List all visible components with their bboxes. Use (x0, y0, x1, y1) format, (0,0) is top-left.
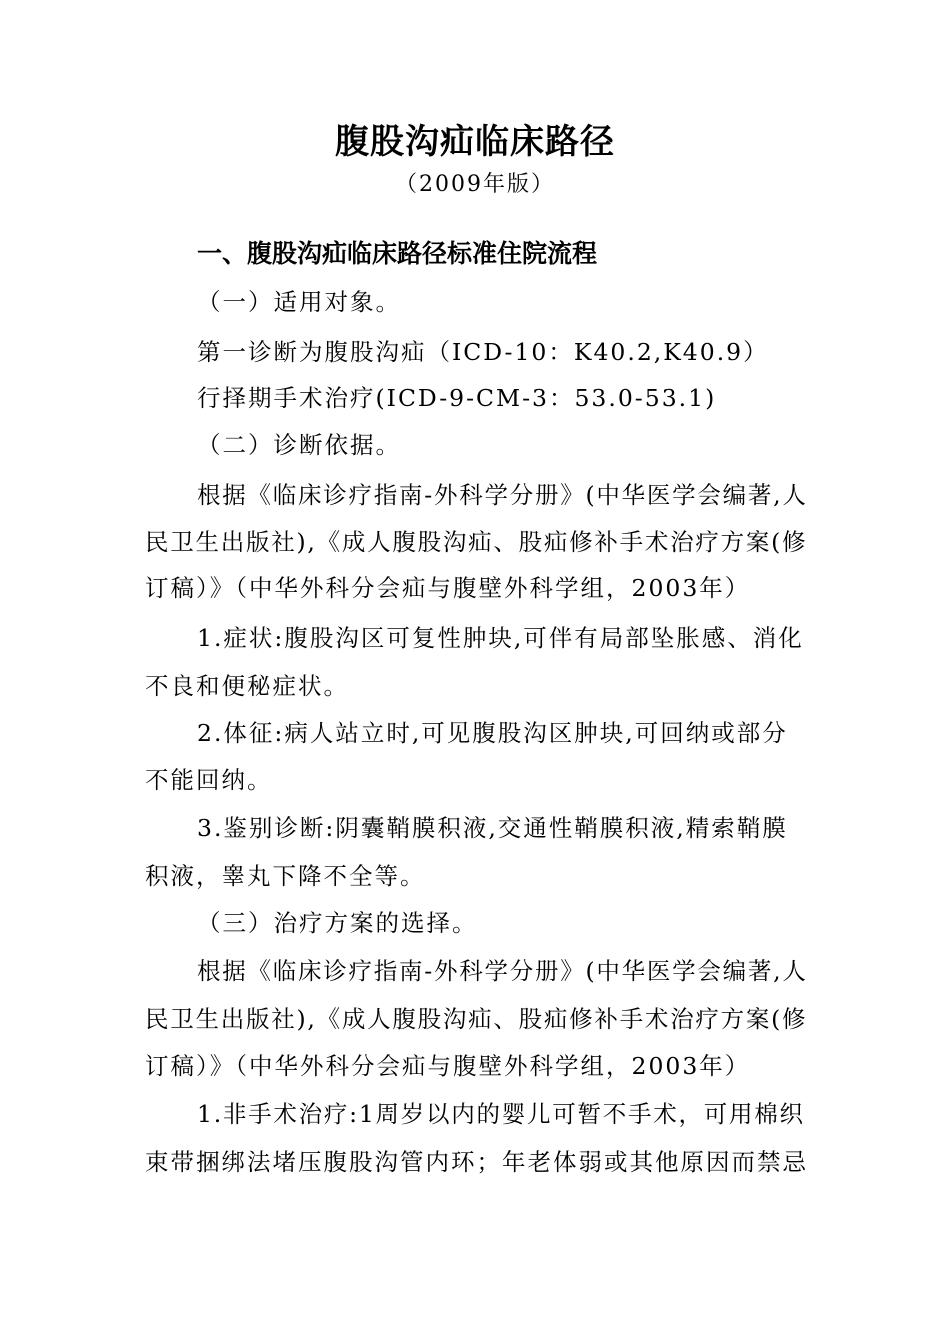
paragraph-line: 根据《临床诊疗指南-外科学分册》(中华医学会编著,人 (197, 957, 808, 985)
paragraph-line: 根据《临床诊疗指南-外科学分册》(中华医学会编著,人 (197, 481, 808, 509)
paragraph-line: 订稿）》（中华外科分会疝与腹壁外科学组，2003年） (145, 574, 751, 602)
subsection-heading: （一）适用对象。 (197, 288, 401, 316)
paragraph-line: 3.鉴别诊断:阴囊鞘膜积液,交通性鞘膜积液,精索鞘膜 (197, 814, 788, 842)
paragraph-line: 不良和便秘症状。 (145, 672, 349, 700)
paragraph-line: 1.非手术治疗:1周岁以内的婴儿可暂不手术，可用棉织 (197, 1100, 805, 1128)
paragraph-line: 第一诊断为腹股沟疝（ICD-10：K40.2,K40.9） (197, 338, 769, 366)
paragraph-line: 民卫生出版社),《成人腹股沟疝、股疝修补手术治疗方案(修 (145, 528, 808, 556)
subsection-heading: （二）诊断依据。 (197, 431, 401, 459)
paragraph-line: 不能回纳。 (145, 766, 273, 794)
paragraph-line: 1.症状:腹股沟区可复性肿块,可伴有局部坠胀感、消化 (197, 624, 804, 652)
paragraph-line: 民卫生出版社),《成人腹股沟疝、股疝修补手术治疗方案(修 (145, 1005, 808, 1033)
document-title: 腹股沟疝临床路径 (335, 122, 615, 162)
subsection-heading: （三）治疗方案的选择。 (197, 909, 478, 937)
paragraph-line: 2.体征:病人站立时,可见腹股沟区肿块,可回纳或部分 (197, 719, 788, 747)
paragraph-line: 行择期手术治疗(ICD-9-CM-3：53.0-53.1) (197, 384, 717, 412)
paragraph-line: 订稿）》（中华外科分会疝与腹壁外科学组，2003年） (145, 1052, 751, 1080)
document-subtitle: （2009年版） (395, 172, 555, 197)
section-heading: 一、腹股沟疝临床路径标准住院流程 (197, 239, 598, 268)
paragraph-line: 积液，睾丸下降不全等。 (145, 862, 426, 890)
paragraph-line: 束带捆绑法堵压腹股沟管内环；年老体弱或其他原因而禁忌 (145, 1148, 808, 1176)
